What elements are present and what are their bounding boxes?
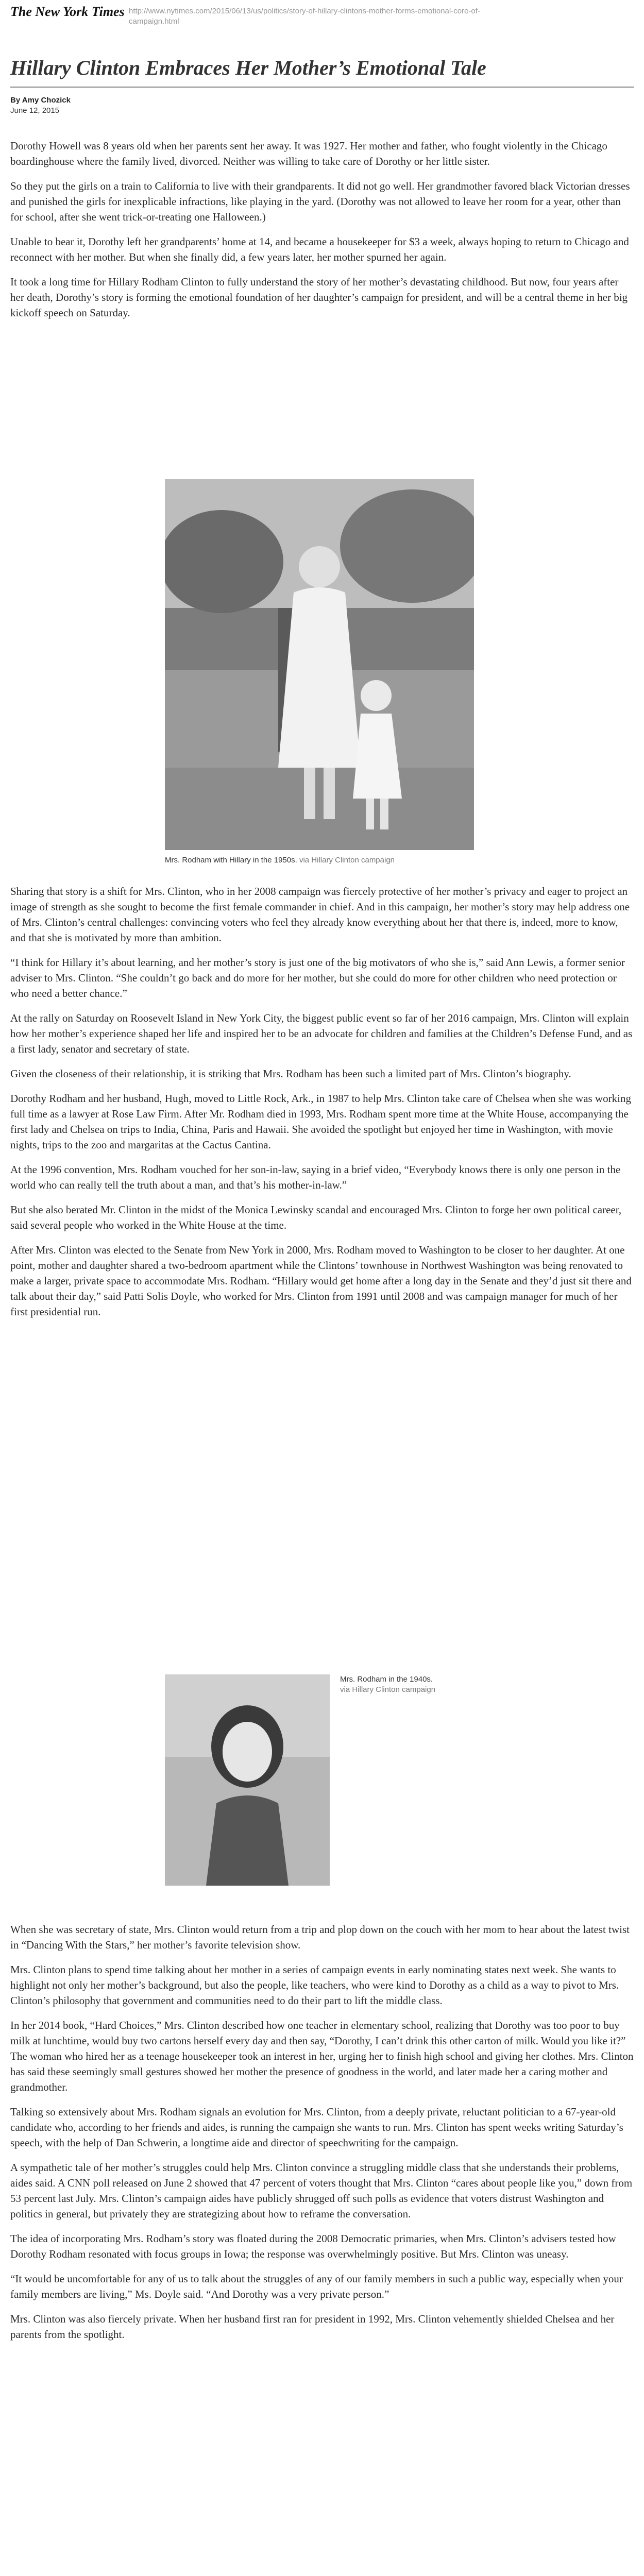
- photo-caption: Mrs. Rodham in the 1940s. via Hillary Clinton campaign: [340, 1675, 436, 1694]
- photo-credit: via Hillary Clinton campaign: [340, 1685, 436, 1694]
- article-body-section-a: [10, 138, 634, 330]
- paragraph: But she also berated Mr. Clinton in the midst of the Monica Lewinsky scandal and encouraged Mrs. Clinton to forge her own political career, said several people who worked in the White House at the time.: [10, 1204, 622, 1231]
- masthead: [10, 4, 634, 53]
- paragraph: “I think for Hillary it’s about learning, and her mother’s story is just one of the big motivators of who she is,” said Ann Lewis, a former senior adviser to Mrs. Clinton. “She couldn’t go back and do more for her mother, but she could do more for other children who need protection or who need a better chance.”: [10, 956, 625, 999]
- paragraph: “It would be uncomfortable for any of us to talk about the struggles of any of our family members in such a public way, especially when your family members are living,” Ms. Doyle said. “And Dorothy was a very private person.”: [10, 2273, 623, 2300]
- article-headline: Hillary Clinton Embraces Her Mother’s Emotional Tale: [10, 56, 486, 79]
- publish-date: June 12, 2015: [10, 106, 60, 115]
- paragraph: After Mrs. Clinton was elected to the Senate from New York in 2000, Mrs. Rodham moved to Washington to be closer to her daughter. At one point, mother and daughter shared a two-bedroom apartment while the Clintons’ townhouse in Northwest Washington was being renovated to make a larger, private space to accommodate Mrs. Rodham. “Hillary would get home after a long day in the Senate and they’d just sit there and talk about their day,” said Patti Solis Doyle, who worked for Mrs. Clinton from 1991 until 2008 and was campaign manager for much of her first presidential run.: [10, 1244, 632, 1318]
- article-body-section-c: [10, 1922, 634, 2351]
- paragraph: Sharing that story is a shift for Mrs. Clinton, who in her 2008 campaign was fiercely protective of her mother’s privacy and eager to project an image of strength as she sought to become the first female commander in chief. And in this campaign, her mother’s story may help address one of Mrs. Clinton’s central challenges: convincing voters who feel they already know everything about her that there is, indeed, more to know, and that she is motivated by more than ambition.: [10, 885, 630, 944]
- paragraph: In her 2014 book, “Hard Choices,” Mrs. Clinton described how one teacher in elementary school, realizing that Dorothy was too poor to buy milk at lunchtime, would buy two cartons herself every day and then say, “Dorothy, I can’t drink this other carton of milk. Would you like it?” The woman who hired her as a teenage housekeeper took an interest in her, urging her to finish high school and giving her clothes. Mrs. Clinton has said these seemingly small gestures showed her mother the presence of goodness in the world, and later made her a caring mother and grandmother.: [10, 2019, 634, 2093]
- paragraph: At the rally on Saturday on Roosevelt Island in New York City, the biggest public event so far of her 2016 campaign, Mrs. Clinton will explain how her mother’s experience shaped her life and inspired her to be an advocate for children and families at the Children’s Defense Fund, and as a first lady, senator and secretary of state.: [10, 1012, 633, 1055]
- article-url[interactable]: http://www.nytimes.com/2015/06/13/us/politics/story-of-hillary-clintons-mother-forms-emotional-core-of-campaign.html: [129, 7, 480, 26]
- paragraph: Given the closeness of their relationship, it is striking that Mrs. Rodham has been such a limited part of Mrs. Clinton’s biography.: [10, 1067, 571, 1080]
- paragraph: Unable to bear it, Dorothy left her grandparents’ home at 14, and became a housekeeper for $3 a week, always hoping to return to Chicago and reconnect with her mother. But when she finally did, a few years later, her mother spurned her again.: [10, 235, 629, 263]
- paragraph: Dorothy Howell was 8 years old when her parents sent her away. It was 1927. Her mother and father, who fought violently in the Chicago boardinghouse where the family lived, divorced. Neither was willing to take care of Dorothy or her little sister.: [10, 140, 607, 167]
- paragraph: Mrs. Clinton plans to spend time talking about her mother in a series of campaign events in early nominating states next week. She wants to highlight not only her mother’s background, but also the people, like teachers, who were kind to Dorothy as a child as a way to pivot to Mrs. Clinton’s philosophy that government and communities need to do their part to lift the middle class.: [10, 1963, 619, 2007]
- paragraph: Talking so extensively about Mrs. Rodham signals an evolution for Mrs. Clinton, from a deeply private, reluctant politician to a 67-year-old candidate who, according to her friends and aides, is running the campaign she wants to run. Mrs. Clinton has spent weeks writing Saturday’s speech, with the help of Dan Schwerin, a longtime aide and director of speechwriting for the campaign.: [10, 2106, 623, 2149]
- photo-illustration: [165, 1674, 330, 1886]
- paragraph: At the 1996 convention, Mrs. Rodham vouched for her son-in-law, saying in a brief video, “Everybody knows there is only one person in the world who can really tell the truth about a man, and that’s his mother-in-law.”: [10, 1163, 621, 1191]
- byline: By Amy Chozick: [10, 96, 71, 105]
- paragraph: Mrs. Clinton was also fiercely private. When her husband first ran for president in 1992, Mrs. Clinton vehemently shielded Chelsea and her parents from the spotlight.: [10, 2313, 615, 2341]
- photo-rodham-1940s: [165, 1674, 330, 1886]
- photo-caption: Mrs. Rodham with Hillary in the 1950s. via Hillary Clinton campaign: [165, 856, 395, 865]
- paragraph: A sympathetic tale of her mother’s struggles could help Mrs. Clinton convince a struggling middle class that she understands their problems, aides said. A CNN poll released on June 2 showed that 47 percent of voters thought that Mrs. Clinton “cares about people like you,” down from 53 percent last July. Mrs. Clinton’s campaign aides have publicly shrugged off such polls as evidence that voters distrust Washington and politics in general, but privately they are strategizing about how to reframe the conversation.: [10, 2161, 633, 2220]
- photo-credit: via Hillary Clinton campaign: [299, 856, 395, 865]
- paragraph: When she was secretary of state, Mrs. Clinton would return from a trip and plop down on the couch with her mom to hear about the latest twist in “Dancing With the Stars,” her mother’s favorite television show.: [10, 1923, 630, 1951]
- nyt-logo[interactable]: The New York Times: [10, 4, 125, 19]
- photo-illustration: [165, 479, 474, 850]
- paragraph: The idea of incorporating Mrs. Rodham’s story was floated during the 2008 Democratic primaries, when Mrs. Clinton’s advisers tested how Dorothy Rodham resonated with focus groups in Iowa; the response was overwhelmingly positive. But Mrs. Clinton was uneasy.: [10, 2232, 616, 2260]
- paragraph: It took a long time for Hillary Rodham Clinton to fully understand the story of her mother’s devastating childhood. But now, four years after her death, Dorothy’s story is forming the emotional foundation of her daughter’s campaign for president, and will be a central theme in her big kickoff speech on Saturday.: [10, 276, 628, 319]
- photo-rodham-hillary-1950s: [165, 479, 474, 850]
- headline-divider: [10, 87, 634, 88]
- paragraph: Dorothy Rodham and her husband, Hugh, moved to Little Rock, Ark., in 1987 to help Mrs. Clinton take care of Chelsea when she was working full time as a lawyer at Rose Law Firm. After Mr. Rodham died in 1993, Mrs. Rodham spent more time at the White House, accompanying the first lady and Chelsea on trips to India, China, Paris and Hawaii. She avoided the spotlight but enjoyed her time in Washington, with movie nights, trips to the zoo and margaritas at the Cactus Cantina.: [10, 1092, 631, 1151]
- article-body-section-b: [10, 884, 634, 1329]
- paragraph: So they put the girls on a train to California to live with their grandparents. It did not go well. Her grandmother favored black Victorian dresses and punished the girls for inexplicable infractions, like playing in the yard. (Dorothy was not allowed to leave her room for a year, other than for school, after she went trick-or-treating one Halloween.): [10, 180, 630, 223]
